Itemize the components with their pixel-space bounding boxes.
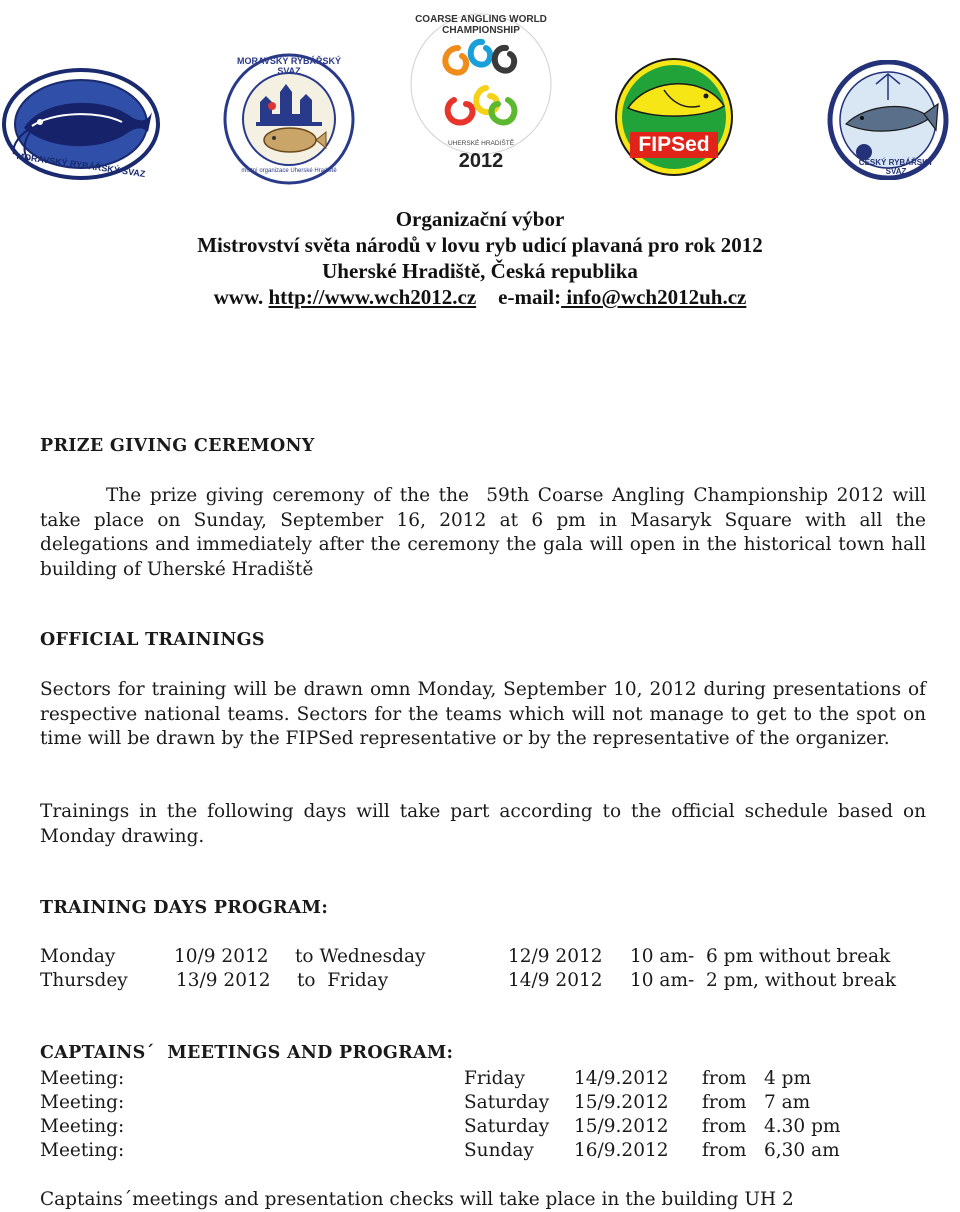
program-start-date: 13/9 2012	[176, 970, 271, 991]
championship-logo-year: 2012	[458, 150, 504, 172]
program-time: 10 am- 6 pm without break	[630, 946, 891, 967]
meeting-day: Sunday	[464, 1140, 534, 1161]
cesky-rybarsky-svaz-logo	[826, 60, 950, 180]
program-to: to Friday	[297, 970, 389, 991]
meeting-label: Meeting:	[40, 1116, 125, 1137]
meeting-label: Meeting:	[40, 1068, 125, 1089]
logo-strip	[0, 0, 960, 190]
coarse-angling-world-championship-logo	[408, 8, 554, 180]
meeting-time: 4.30 pm	[764, 1116, 841, 1137]
meeting-from: from	[702, 1116, 747, 1137]
championship-logo-place: UHERSKÉ HRADIŠTĚ	[447, 140, 515, 147]
header-line-contacts	[0, 284, 960, 310]
prize-section-title: PRIZE GIVING CEREMONY	[40, 436, 315, 456]
header-line-championship: Mistrovství světa národů v lovu ryb udicí plavaná pro rok 2012	[197, 233, 763, 257]
program-end-date: 12/9 2012	[508, 946, 603, 967]
program-end-date: 14/9 2012	[508, 970, 603, 991]
meeting-time: 4 pm	[764, 1068, 812, 1089]
program-section-title: TRAINING DAYS PROGRAM:	[40, 898, 329, 918]
city-logo-text: MORAVSKÝ RYBÁŘSKÝ SVAZ	[236, 56, 341, 76]
email-label: e-mail:	[498, 285, 562, 309]
program-time: 10 am- 2 pm, without break	[630, 970, 897, 991]
meeting-date: 14/9.2012	[574, 1068, 669, 1089]
website-link[interactable]: http://www.wch2012.cz	[268, 285, 477, 309]
header-line-location: Uherské Hradiště, Česká republika	[322, 259, 638, 283]
captains-footer-note: Captains´meetings and presentation checks will take place in the building UH 2	[40, 1189, 794, 1210]
catfish-logo-text: MORAVSKÝ RYBÁŘSKÝ SVAZ	[15, 151, 146, 179]
meeting-day: Saturday	[464, 1116, 550, 1137]
program-start-day: Thursdey	[40, 970, 128, 991]
meeting-label: Meeting:	[40, 1140, 125, 1161]
program-to: to Wednesday	[295, 946, 426, 967]
program-start-date: 10/9 2012	[174, 946, 269, 967]
www-label: www.	[213, 285, 264, 309]
meeting-date: 16/9.2012	[574, 1140, 669, 1161]
header-line-committee: Organizační výbor	[395, 207, 565, 231]
trainings-paragraph-1: Sectors for training will be drawn omn Monday, September 10, 2012 during presentations of respective national teams. Sectors for the teams which will not manage to get to the spot on time will be drawn by the FIPSed representative or by the representative of the organizer.	[40, 679, 926, 749]
email-link[interactable]: info@wch2012uh.cz	[561, 285, 747, 309]
meeting-from: from	[702, 1092, 747, 1113]
meeting-label: Meeting:	[40, 1092, 125, 1113]
captains-section-title: CAPTAINS´ MEETINGS AND PROGRAM:	[40, 1043, 454, 1063]
championship-logo-text: COARSE ANGLING WORLD CHAMPIONSHIP	[415, 14, 547, 36]
moravsky-rybarsky-svaz-catfish-logo	[2, 68, 160, 180]
meeting-time: 6,30 am	[764, 1140, 840, 1161]
prize-paragraph: The prize giving ceremony of the the 59th Coarse Angling Championship 2012 will take place on Sunday, September 16, 2012 at 6 pm in Masaryk Square with all the delegations and immediately after the ceremony the gala will open in the historical town hall building of Uherské Hradiště	[40, 485, 932, 580]
fipsed-logo	[614, 56, 734, 178]
trainings-section-title: OFFICIAL TRAININGS	[40, 630, 265, 650]
cesky-logo-text: ČESKÝ RYBÁŘSKÝ SVAZ	[858, 158, 934, 176]
meeting-date: 15/9.2012	[574, 1116, 669, 1137]
meeting-from: from	[702, 1068, 747, 1089]
meeting-day: Saturday	[464, 1092, 550, 1113]
meeting-time: 7 am	[764, 1092, 811, 1113]
organizer-header	[0, 206, 960, 310]
city-logo-subtext: místní organizace Uherské Hradiště	[241, 168, 337, 174]
meeting-date: 15/9.2012	[574, 1092, 669, 1113]
program-start-day: Monday	[40, 946, 116, 967]
moravsky-rybarsky-svaz-city-logo	[222, 52, 356, 186]
meeting-day: Friday	[464, 1068, 525, 1089]
fipsed-logo-text: FIPSed	[638, 133, 710, 156]
meeting-from: from	[702, 1140, 747, 1161]
trainings-paragraph-2: Trainings in the following days will take part according to the official schedule based on Monday drawing.	[40, 801, 926, 847]
